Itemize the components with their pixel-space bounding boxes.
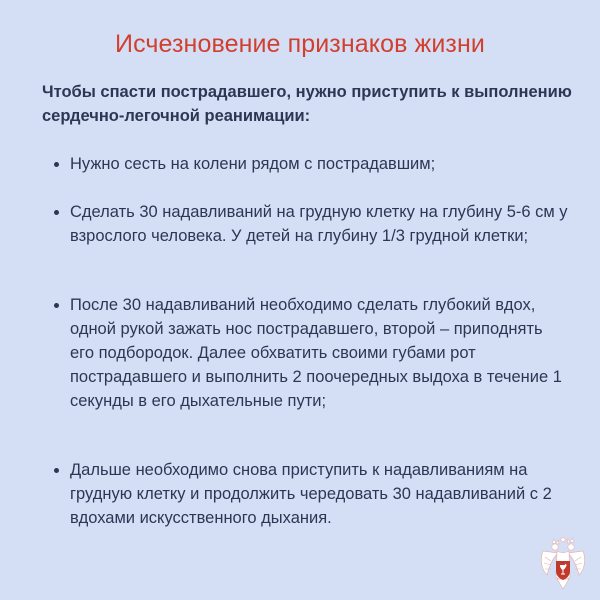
list-item: [70, 152, 570, 176]
intro-text: Чтобы спасти пострадавшего, нужно приступить к выполнению сердечно-легочной реанимации:: [42, 83, 572, 125]
page-title: Исчезновение признаков жизни: [115, 30, 485, 58]
list-item-text: Нужно сесть на колени рядом с пострадавшим;: [70, 155, 436, 173]
bullet-icon: [54, 162, 59, 167]
bullet-icon: [54, 468, 59, 473]
list-item-text: Сделать 30 надавливаний на грудную клетку на глубину 5-6 см у взрослого человека. У детей на глубину 1/3 грудной клетки;: [70, 203, 568, 245]
list-item: [70, 293, 570, 413]
list-item: [70, 458, 570, 530]
bullet-icon: [54, 210, 59, 215]
list-item-text: Дальше необходимо снова приступить к надавливаниям на грудную клетку и продолжить чередовать 30 надавливаний с 2 вдохами искусственного дыхания.: [70, 461, 552, 527]
list-item: [70, 200, 570, 248]
ministry-of-health-emblem-icon: [538, 537, 588, 592]
list-item-text: После 30 надавливаний необходимо сделать глубокий вдох, одной рукой зажать нос пострадавшего, второй – приподнять его подбородок. Далее обхватить своими губами рот пострадавшего и выполнить 2 поочередных выдоха в течение 1 секунды в его дыхательные пути;: [70, 296, 562, 410]
bullet-icon: [54, 303, 59, 308]
